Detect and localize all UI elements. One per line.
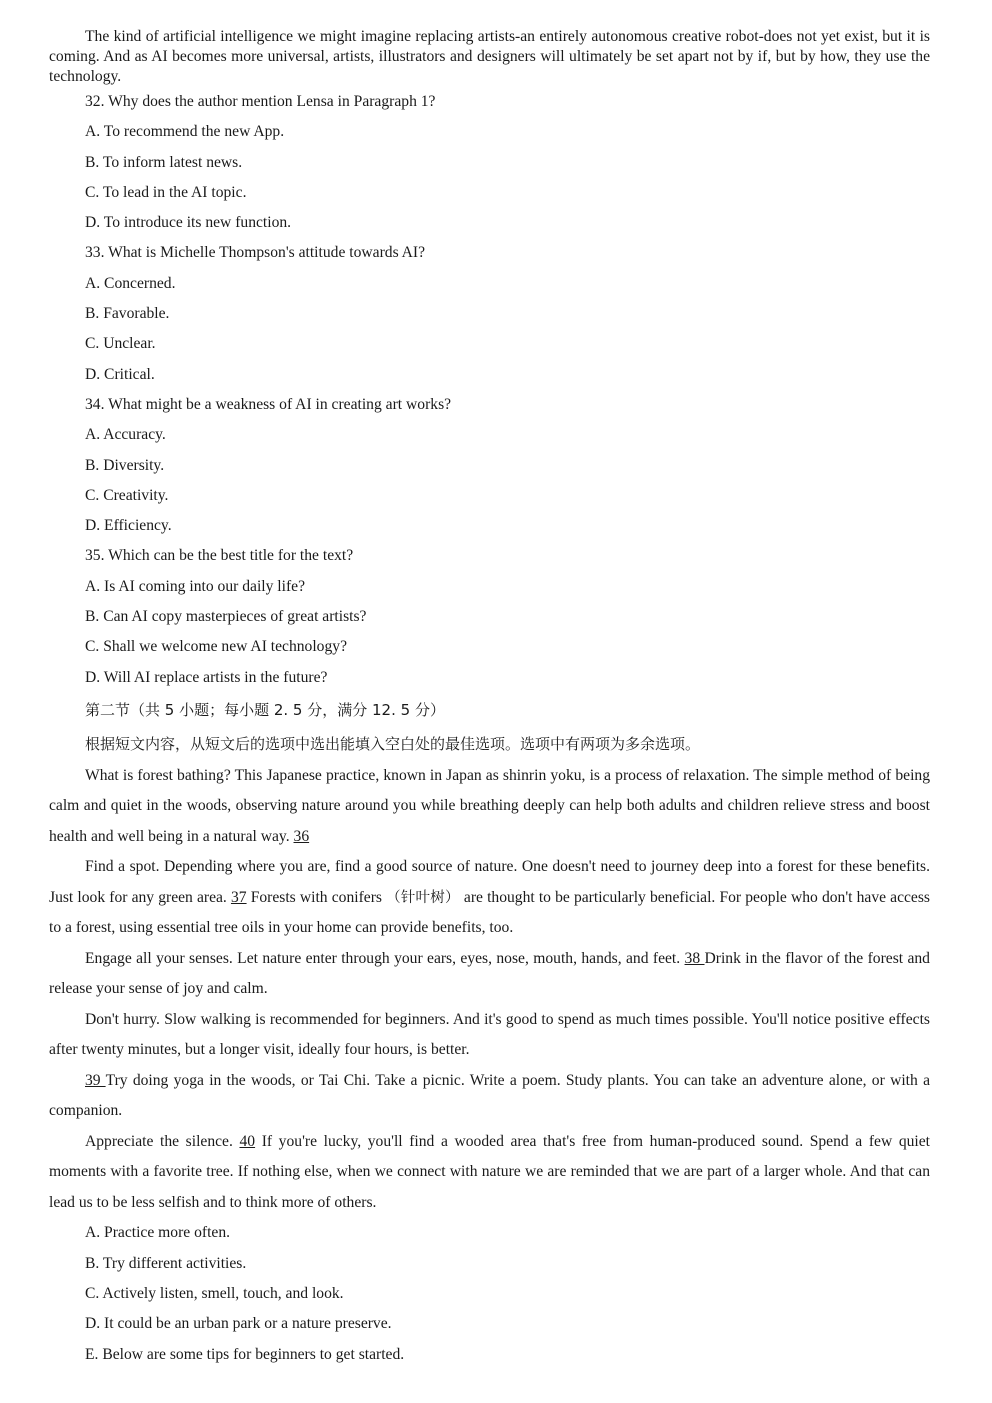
chinese-gloss: （针叶树） [386, 889, 460, 906]
choice-b: B. Try different activities. [85, 1254, 247, 1272]
option-b: B. Favorable. [85, 305, 170, 323]
option-a: A. Accuracy. [85, 426, 166, 444]
blank-38: 38 [684, 949, 705, 967]
question-32 [49, 87, 930, 238]
option-d: D. Efficiency. [85, 517, 172, 535]
section-heading: 第二节（共 5 小题；每小题 2. 5 分，满分 12. 5 分） [85, 700, 445, 719]
choice-c: C. Actively listen, smell, touch, and look. [85, 1285, 344, 1303]
question-stem: 35. Which can be the best title for the text? [85, 547, 354, 565]
option-b: B. Diversity. [85, 456, 165, 474]
choice-d: D. It could be an urban park or a nature preserve. [85, 1315, 392, 1333]
paragraph-text: are thought to be particularly beneficial. For people who don't have access to a forest, using essential tree oils in your home can provide benefits, too. [49, 888, 930, 937]
paragraph-text: If you're lucky, you'll find a wooded area that's free from human-produced sound. Spend a few quiet moments with a favorite tree. If nothing else, when we connect with nature we are reminded that we are part of a larger whole. And that can lead us to be less selfish and to think more of others. [49, 1132, 930, 1211]
intro-paragraph: The kind of artificial intelligence we might imagine replacing artists-an entirely autonomous creative robot-does not yet exist, but it is coming. And as AI becomes more universal, artists, illustrators and designers will ultimately be set apart not by if, but by how, they use the technology. [49, 28, 930, 85]
option-c: C. To lead in the AI topic. [85, 183, 247, 201]
option-a: A. To recommend the new App. [85, 123, 285, 141]
paragraph-text: What is forest bathing? This Japanese practice, known in Japan as shinrin yoku, is a process of relaxation. The simple method of being calm and quiet in the woods, observing nature around you while breathing deeply can help both adults and children relieve stress and boost health and well being in a natural way. [49, 766, 930, 845]
question-stem: 34. What might be a weakness of AI in creating art works? [85, 395, 452, 413]
paragraph-text: Appreciate the silence. [85, 1132, 240, 1150]
question-stem: 33. What is Michelle Thompson's attitude towards AI? [85, 244, 426, 262]
paragraph-text: Engage all your senses. Let nature enter through your ears, eyes, nose, mouth, hands, and feet. [85, 949, 685, 967]
paragraph-text: Try doing yoga in the woods, or Tai Chi. Take a picnic. Write a poem. Study plants. You can take an adventure alone, or with a companion. [49, 1071, 930, 1120]
option-b: B. To inform latest news. [85, 153, 243, 171]
passage-paragraph-6 [49, 1127, 930, 1219]
section-instruction: 根据短文内容，从短文后的选项中选出能填入空白处的最佳选项。选项中有两项为多余选项。 [85, 734, 701, 753]
document-page [49, 27, 930, 1370]
blank-37: 37 [230, 888, 247, 906]
passage-paragraph-4: Don't hurry. Slow walking is recommended for beginners. And it's good to spend as much times possible. You'll notice positive effects after twenty minutes, but a longer visit, ideally four hours, is better. [49, 1010, 930, 1059]
choice-e: E. Below are some tips for beginners to get started. [85, 1345, 405, 1363]
choice-a: A. Practice more often. [85, 1224, 231, 1242]
passage-paragraph-5 [49, 1066, 930, 1127]
option-a: A. Concerned. [85, 274, 176, 292]
paragraph-text: Drink in the flavor of the forest and release your sense of joy and calm. [49, 949, 930, 998]
question-stem: 32. Why does the author mention Lensa in Paragraph 1? [85, 93, 436, 110]
passage-paragraph-1 [49, 761, 930, 853]
answer-choices [49, 1218, 930, 1369]
blank-39: 39 [85, 1071, 106, 1089]
option-c: C. Unclear. [85, 335, 156, 353]
question-33 [49, 238, 930, 389]
option-b: B. Can AI copy masterpieces of great artists? [85, 608, 367, 626]
paragraph-text: Forests with conifers [246, 888, 387, 906]
passage-paragraph-3 [49, 944, 930, 1005]
option-a: A. Is AI coming into our daily life? [85, 577, 306, 595]
blank-36: 36 [293, 827, 310, 845]
question-35 [49, 541, 930, 692]
option-c: C. Creativity. [85, 486, 169, 504]
paragraph-text: Find a spot. Depending where you are, find a good source of nature. One doesn't need to journey deep into a forest for these benefits. Just look for any green area. [49, 858, 930, 906]
option-d: D. Will AI replace artists in the future? [85, 668, 328, 686]
option-d: D. Critical. [85, 365, 155, 383]
passage-paragraph-2 [49, 852, 930, 944]
option-d: D. To introduce its new function. [85, 214, 292, 232]
question-34 [49, 390, 930, 541]
blank-40: 40 [239, 1132, 256, 1150]
option-c: C. Shall we welcome new AI technology? [85, 638, 347, 656]
